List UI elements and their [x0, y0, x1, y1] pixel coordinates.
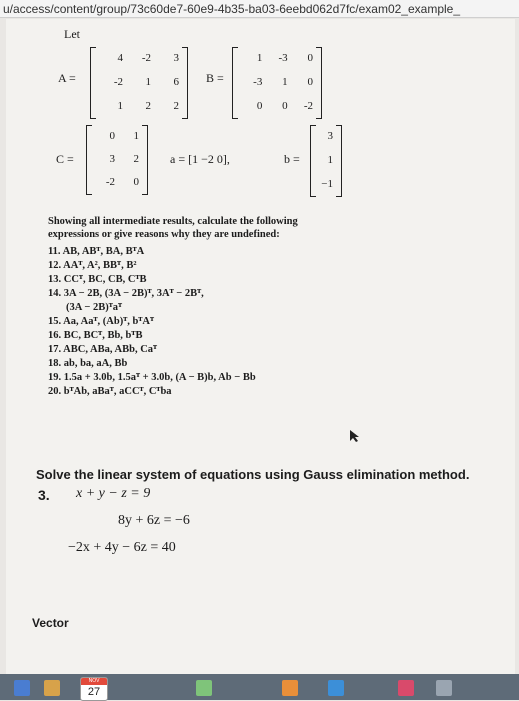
app-icon[interactable] [282, 680, 298, 696]
matrix-cell: -2 [113, 76, 123, 88]
problem-item: 14. 3A − 2B, (3A − 2B)ᵀ, 3Aᵀ − 2Bᵀ, [48, 288, 204, 299]
matrix-cell: 3 [173, 52, 179, 64]
matrix-b [232, 47, 322, 119]
problem-item: 18. ab, ba, aA, Bb [48, 358, 128, 369]
app-icon[interactable] [196, 680, 212, 696]
problem-item: 11. AB, ABᵀ, BA, BᵀA [48, 246, 145, 257]
matrix-cell: -3 [278, 52, 288, 64]
equation-3: −2x + 4y − 6z = 40 [68, 540, 176, 555]
matrix-cell: 2 [133, 153, 139, 165]
address-bar[interactable] [0, 0, 519, 18]
equation-2: 8y + 6z = −6 [118, 513, 190, 528]
matrix-cell: 0 [109, 129, 115, 142]
matrix-cell: -3 [253, 76, 263, 88]
vector-b-label: b = [284, 152, 300, 166]
matrix-cell: 0 [256, 100, 263, 112]
app-icon[interactable] [328, 680, 344, 696]
matrix-cell: -2 [303, 100, 313, 112]
matrix-bracket [316, 47, 322, 119]
matrix-cell: 0 [282, 100, 288, 112]
matrix-bracket [90, 47, 96, 119]
equation-1: x + y − z = 9 [76, 486, 151, 501]
matrix-c-label: C = [56, 152, 74, 166]
matrix-cell: 1 [282, 76, 288, 88]
matrix-cell: 3 [109, 153, 115, 165]
problem-item: 19. 1.5a + 3.0b, 1.5aᵀ + 3.0b, (A − B)b, Ab − Bb [48, 372, 256, 383]
arrow-cursor-icon [348, 429, 360, 443]
matrix-cell: 4 [117, 52, 123, 64]
matrix-a [90, 47, 188, 119]
problem-item: (3A − 2B)ᵀaᵀ [66, 302, 123, 313]
problem-item: 13. CCᵀ, BC, CB, CᵀB [48, 274, 147, 285]
problem-number: 3. [38, 487, 50, 503]
matrix-cell: 2 [173, 100, 179, 112]
matrix-cell: 6 [173, 76, 179, 88]
finder-icon[interactable] [14, 680, 30, 696]
matrix-cell: 3 [327, 130, 333, 142]
vector-a-definition: a = [1 −2 0], [170, 152, 230, 166]
instructions-line-1: Showing all intermediate results, calculate the following [48, 216, 298, 227]
matrix-a-label: A = [58, 71, 76, 85]
let-label: Let [64, 27, 80, 41]
matrix-bracket [336, 125, 342, 197]
matrix-cell: 1 [327, 154, 333, 166]
gauss-instruction: Solve the linear system of equations using Gauss elimination method. [36, 467, 470, 482]
matrix-cell: 0 [307, 76, 313, 88]
app-icon[interactable] [398, 680, 414, 696]
matrix-cell: 2 [145, 100, 151, 112]
url-text: u/access/content/group/73c60de7-60e9-4b35-ba03-6eebd062d7fc/exam02_example_ [3, 2, 461, 16]
matrix-bracket [182, 47, 188, 119]
matrix-bracket [86, 125, 92, 195]
vector-label: Vector [32, 616, 69, 630]
matrix-c [86, 125, 148, 195]
matrix-bracket [310, 125, 316, 197]
matrix-cell: 1 [145, 76, 151, 88]
problem-item: 17. ABC, ABa, ABb, Caᵀ [48, 344, 158, 355]
problem-item: 20. bᵀAb, aBaᵀ, aCCᵀ, Cᵀba [48, 386, 172, 397]
matrix-cell: −1 [321, 178, 333, 190]
calendar-date: 27 [87, 686, 101, 698]
matrix-cell: -2 [141, 52, 151, 64]
matrix-bracket [232, 47, 238, 119]
matrix-cell: -2 [105, 176, 115, 189]
instructions-line-2: expressions or give reasons why they are undefined: [48, 229, 280, 240]
matrix-cell: 1 [256, 52, 263, 64]
vector-b [310, 125, 342, 197]
matrix-b-label: B = [206, 71, 224, 85]
matrix-cell: 0 [307, 52, 313, 64]
matrix-cell: 0 [133, 176, 139, 189]
app-icon[interactable] [436, 680, 452, 696]
document-page [6, 19, 515, 674]
problem-item: 12. AAᵀ, A², BBᵀ, B² [48, 260, 137, 271]
problem-item: 16. BC, BCᵀ, Bb, bᵀB [48, 330, 143, 341]
folder-icon[interactable] [44, 680, 60, 696]
matrix-bracket [142, 125, 148, 195]
calendar-icon[interactable] [80, 677, 108, 701]
calendar-month: NOV [81, 678, 107, 685]
matrix-cell: 1 [133, 129, 139, 142]
matrix-cell: 1 [117, 100, 123, 112]
taskbar [0, 674, 519, 700]
problem-item: 15. Aa, Aaᵀ, (Ab)ᵀ, bᵀAᵀ [48, 316, 155, 327]
